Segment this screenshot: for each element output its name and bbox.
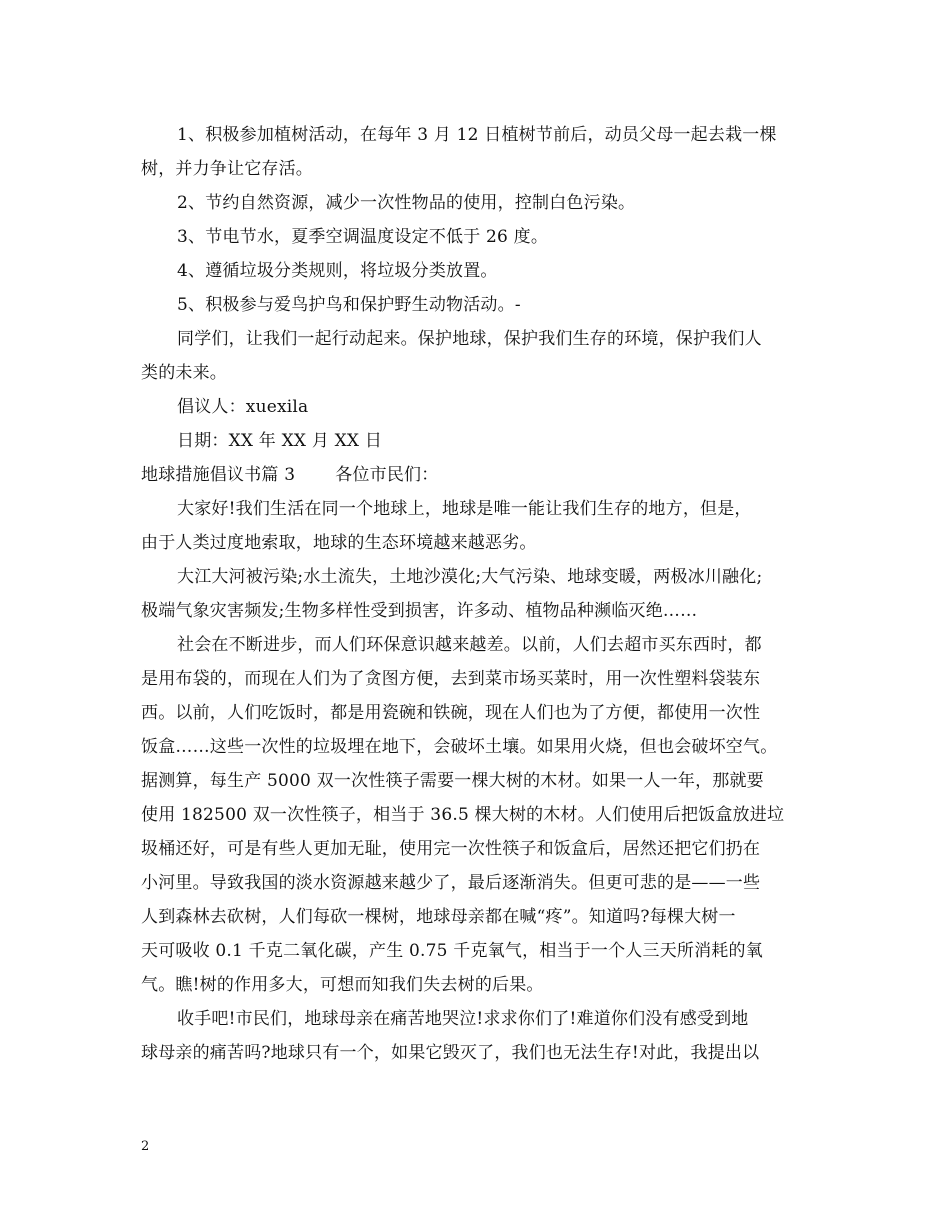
date-line: 日期：XX 年 XX 月 XX 日 xyxy=(177,431,383,451)
text-line: 由于人类过度地索取，地球的生态环境越来越恶劣。 xyxy=(141,533,537,553)
text-line: 使用 182500 双一次性筷子，相当于 36.5 棵大树的木材。人们使用后把饭盒放进垃 xyxy=(141,805,785,825)
text-line: 5、积极参与爱鸟护鸟和保护野生动物活动。- xyxy=(177,295,521,315)
text-line: 树，并力争让它存活。 xyxy=(141,159,313,179)
text-line: 极端气象灾害频发;生物多样性受到损害，许多动、植物品种濒临灭绝…… xyxy=(141,601,698,621)
text-line: 类的未来。 xyxy=(141,363,227,383)
text-line: 天可吸收 0.1 千克二氧化碳，产生 0.75 千克氧气，相当于一个人三天所消耗的氧 xyxy=(141,941,763,961)
text-line: 2、节约自然资源，减少一次性物品的使用，控制白色污染。 xyxy=(177,193,636,213)
section-heading: 地球措施倡议书篇 3 各位市民们： xyxy=(141,465,439,485)
text-line: 3、节电节水，夏季空调温度设定不低于 26 度。 xyxy=(177,227,549,247)
text-line: 1、积极参加植树活动，在每年 3 月 12 日植树节前后，动员父母一起去栽一棵 xyxy=(177,125,777,145)
text-line: 社会在不断进步，而人们环保意识越来越差。以前，人们去超市买东西时，都 xyxy=(177,635,762,655)
signature-line: 倡议人：xuexila xyxy=(177,397,309,417)
text-line: 西。以前，人们吃饭时，都是用瓷碗和铁碗，现在人们也为了方便，都使用一次性 xyxy=(141,703,761,723)
text-line: 收手吧!市民们，地球母亲在痛苦地哭泣!求求你们了!难道你们没有感受到地 xyxy=(177,1009,749,1029)
text-line: 球母亲的痛苦吗?地球只有一个，如果它毁灭了，我们也无法生存!对此，我提出以 xyxy=(141,1043,760,1063)
text-line: 人到森林去砍树，人们每砍一棵树，地球母亲都在喊“疼”。知道吗?每棵大树一 xyxy=(141,907,736,927)
text-line: 据测算，每生产 5000 双一次性筷子需要一棵大树的木材。如果一人一年，那就要 xyxy=(141,771,764,791)
text-line: 圾桶还好，可是有些人更加无耻，使用完一次性筷子和饭盒后，居然还把它们扔在 xyxy=(141,839,761,859)
text-line: 同学们，让我们一起行动起来。保护地球，保护我们生存的环境，保护我们人 xyxy=(177,329,762,349)
text-line: 大家好!我们生活在同一个地球上，地球是唯一能让我们生存的地方，但是， xyxy=(177,499,752,519)
page-number: 2 xyxy=(141,1139,150,1154)
text-line: 大江大河被污染;水土流失，土地沙漠化;大气污染、地球变暖，两极冰川融化; xyxy=(177,567,763,587)
text-line: 气。瞧!树的作用多大，可想而知我们失去树的后果。 xyxy=(141,975,544,995)
text-line: 是用布袋的，而现在人们为了贪图方便，去到菜市场买菜时，用一次性塑料袋装东 xyxy=(141,669,761,689)
text-line: 小河里。导致我国的淡水资源越来越少了，最后逐渐消失。但更可悲的是——一些 xyxy=(141,873,761,893)
text-line: 4、遵循垃圾分类规则，将垃圾分类放置。 xyxy=(177,261,498,281)
text-line: 饭盒……这些一次性的垃圾埋在地下，会破坏土壤。如果用火烧，但也会破坏空气。 xyxy=(141,737,778,757)
